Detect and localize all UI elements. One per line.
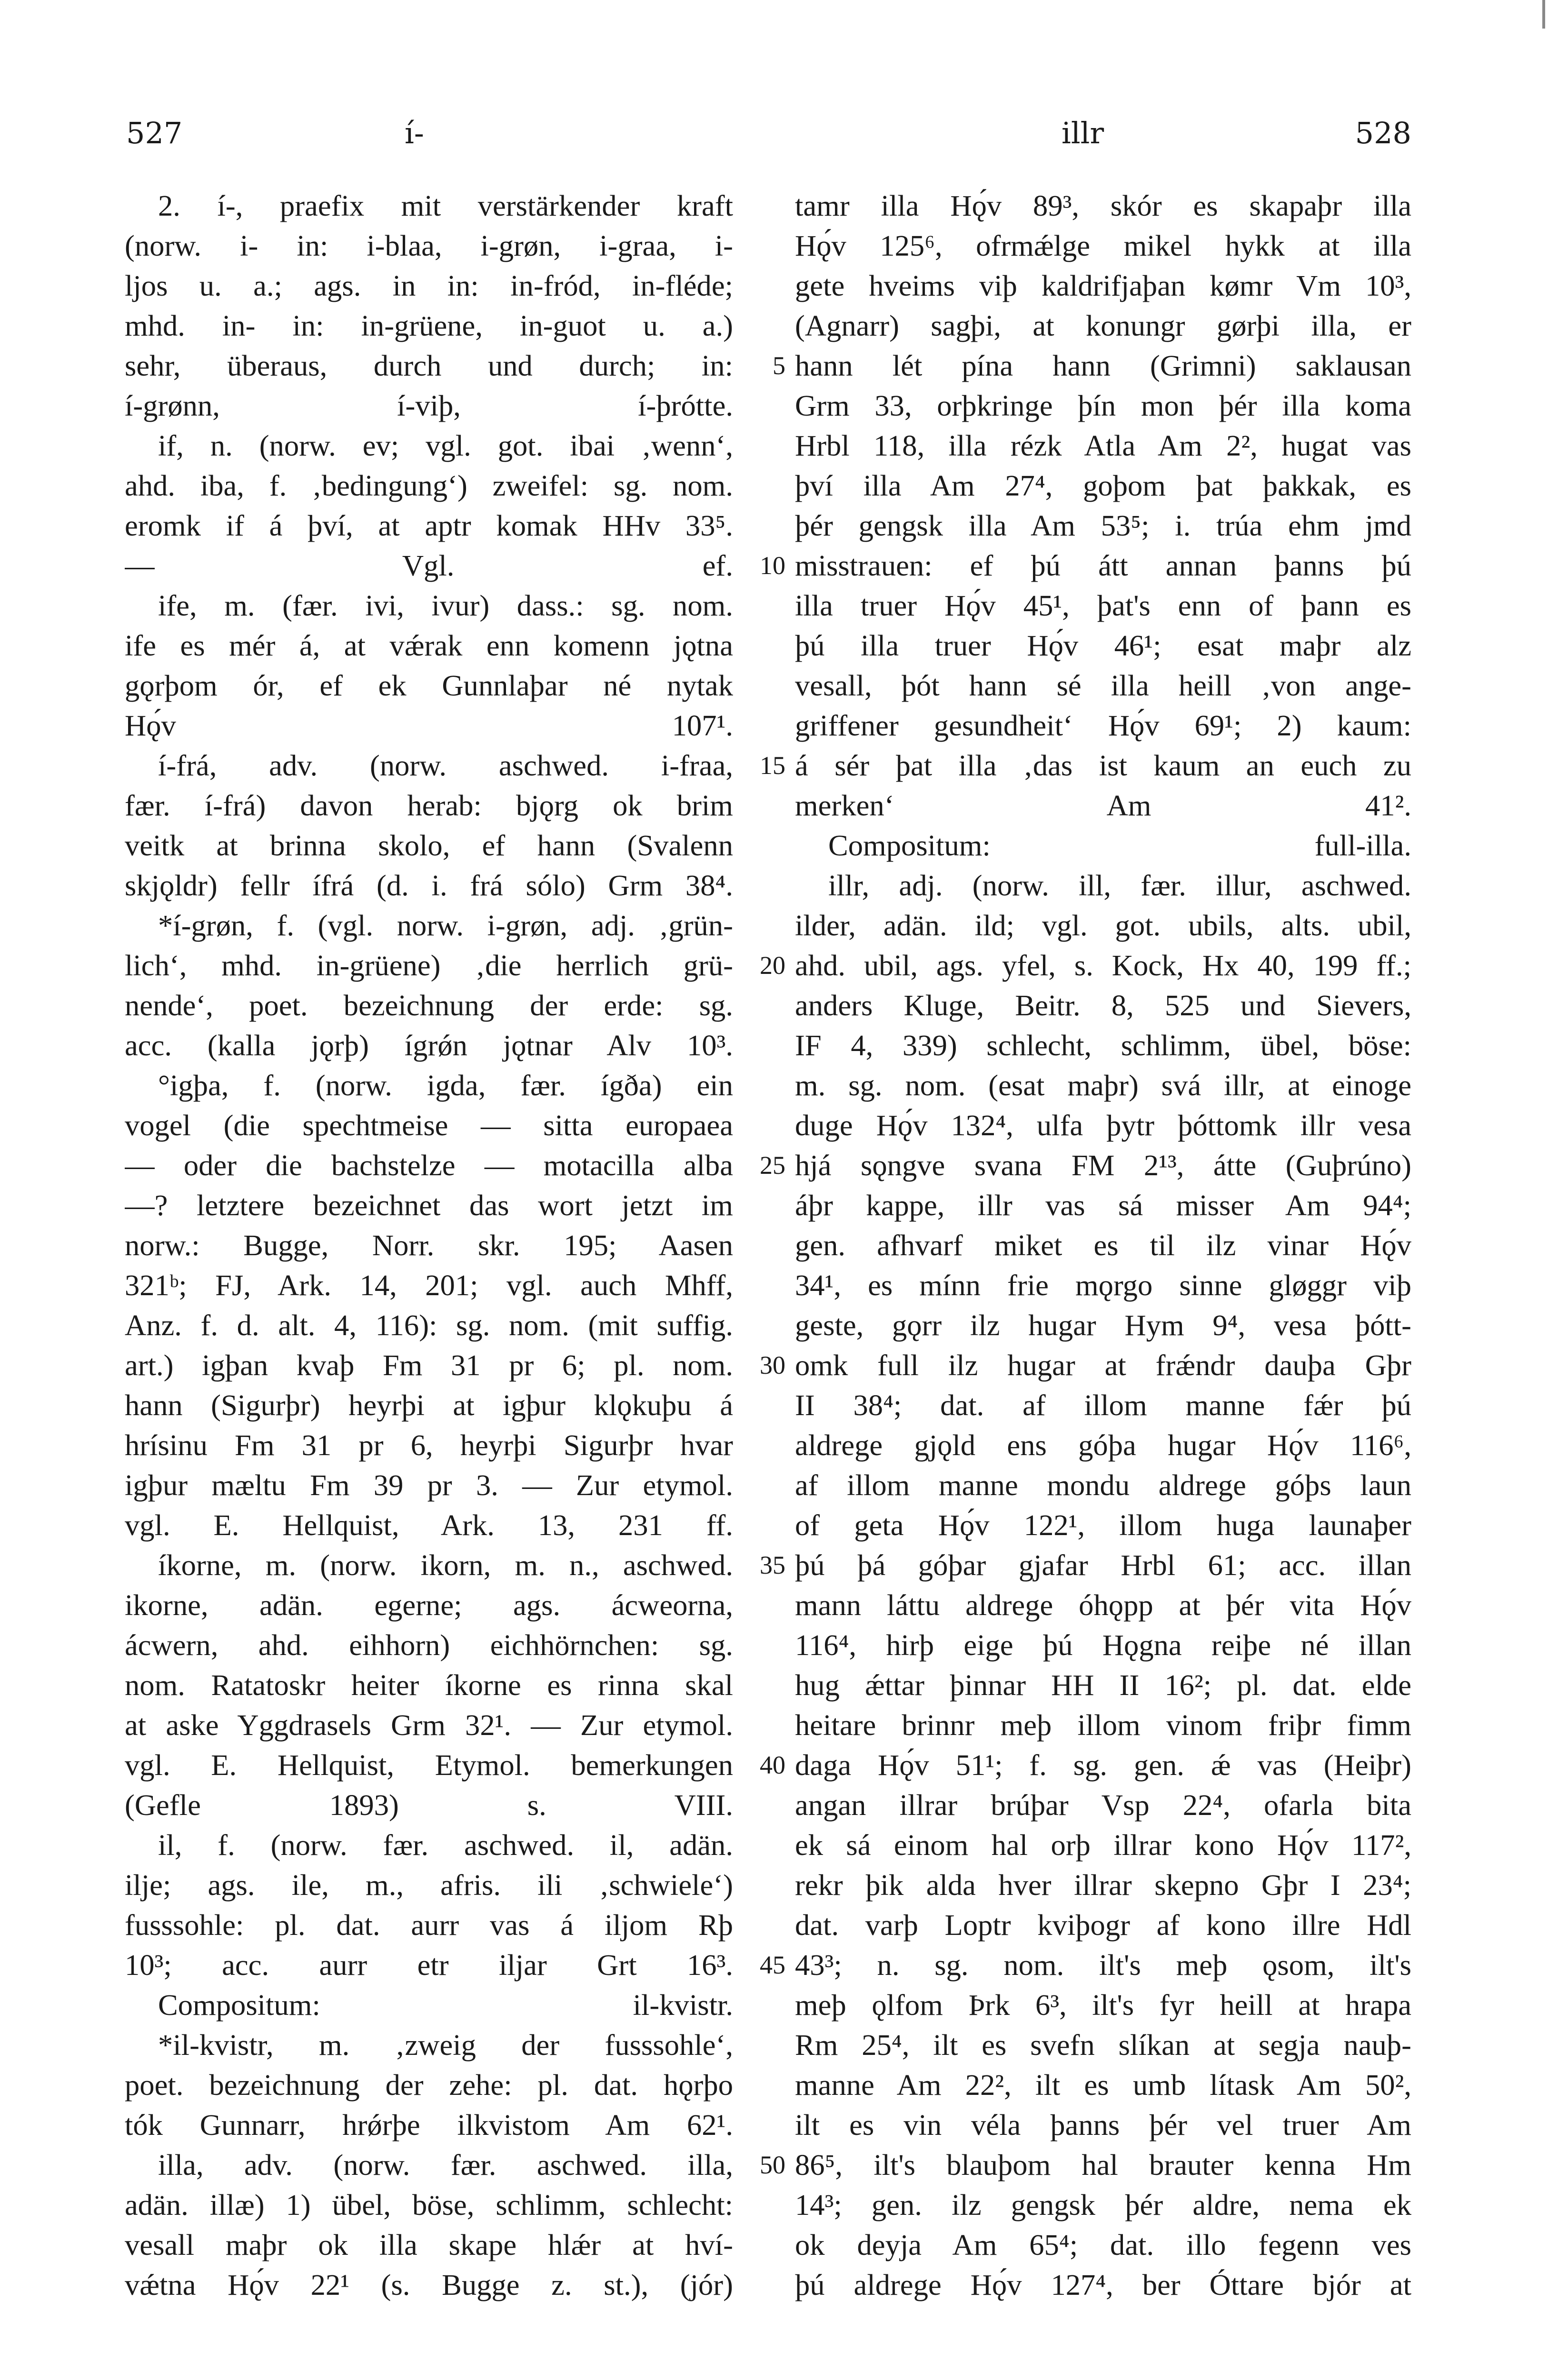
text-line: mhd. in- in: in-grüene, in-guot u. a.) [125,309,733,342]
text-line: misstrauen: ef þú átt annan þanns þú [795,549,1411,582]
text-line: —? letztere bezeichnet das wort jetzt im [125,1189,733,1222]
line-number: 15 [760,751,785,780]
text-line: rekr þik alda hver illrar skepno Gþr I 23⁴; [795,1868,1411,1902]
text-line: hann lét pína hann (Grimni) saklausan [795,349,1411,382]
text-line: (Gefle 1893) s. VIII. [125,1788,733,1822]
text-line: — oder die bachstelze — motacilla alba [125,1149,733,1182]
line-number: 30 [760,1351,785,1379]
text-line: þú aldrege Hǫ́v 127⁴, ber Óttare bjór at [795,2268,1411,2301]
text-line: (Agnarr) sagþi, at konungr gørþi illa, er [795,309,1411,342]
text-line: 116⁴, hirþ eige þú Hǫgna reiþe né illan [795,1628,1411,1662]
text-line: Compositum: full-illa. [828,829,1411,862]
text-line: duge Hǫ́v 132⁴, ulfa þytr þóttomk illr vesa [795,1109,1411,1142]
text-line: anders Kluge, Beitr. 8, 525 und Sievers, [795,989,1411,1022]
text-line: í-grønn, í-viþ, í-þrótte. [125,389,733,422]
text-line: (norw. i- in: i-blaa, i-grøn, i-graa, i- [125,229,733,262]
line-number: 50 [760,2151,785,2179]
text-line: 2. í-, praefix mit verstärkender kraft [158,189,733,222]
text-line: ljos u. a.; ags. in in: in-fród, in-fléde; [125,269,733,302]
page-number-right: 528 [1355,116,1411,150]
text-line: íkorne, m. (norw. ikorn, m. n., aschwed. [158,1548,733,1582]
text-line: heitare brinnr meþ illom vinom friþr fimm [795,1708,1411,1742]
text-line: Compositum: il-kvistr. [158,1988,733,2022]
text-line: því illa Am 27⁴, goþom þat þakkak, es [795,469,1411,502]
text-line: tamr illa Hǫ́v 89³, skór es skapaþr illa [795,189,1411,222]
text-line: 321ᵇ; FJ, Ark. 14, 201; vgl. auch Mhff, [125,1269,733,1302]
text-line: ilje; ags. ile, m., afris. ili ‚schwiele‘) [125,1868,733,1902]
text-line: eromk if á því, at aptr komak HHv 33⁵. [125,509,733,542]
text-line: ilt es vin véla þanns þér vel truer Am [795,2108,1411,2142]
text-line: 34¹, es mínn frie mǫrgo sinne gløggr viþ [795,1269,1411,1302]
text-line: ok deyja Am 65⁴; dat. illo fegenn ves [795,2228,1411,2261]
text-line: at aske Yggdrasels Grm 32¹. — Zur etymol. [125,1708,733,1742]
text-line: þú illa truer Hǫ́v 46¹; esat maþr alz [795,629,1411,662]
text-line: ife, m. (fær. ivi, ivur) dass.: sg. nom. [158,589,733,622]
text-line: igþur mæltu Fm 39 pr 3. — Zur etymol. [125,1468,733,1502]
text-line: Grm 33, orþkringe þín mon þér illa koma [795,389,1411,422]
text-line: griffener gesundheit‘ Hǫ́v 69¹; 2) kaum: [795,709,1411,742]
text-line: Anz. f. d. alt. 4, 116): sg. nom. (mit suffig. [125,1309,733,1342]
text-line: áþr kappe, illr vas sá misser Am 94⁴; [795,1189,1411,1222]
text-line: *í-grøn, f. (vgl. norw. i-grøn, adj. ‚grün- [158,909,733,942]
text-line: hrísinu Fm 31 pr 6, heyrþi Sigurþr hvar [125,1428,733,1462]
text-line: tók Gunnarr, hrǿrþe ilkvistom Am 62¹. [125,2108,733,2142]
line-number: 25 [760,1151,785,1180]
text-line: fusssohle: pl. dat. aurr vas á iljom Rþ [125,1908,733,1942]
text-line: vesall, þót hann sé illa heill ‚von ange- [795,669,1411,702]
text-line: omk full ilz hugar at frǽndr dauþa Gþr [795,1349,1411,1382]
text-line: 14³; gen. ilz gengsk þér aldre, nema ek [795,2188,1411,2221]
text-line: dat. varþ Loptr kviþogr af kono illre Hdl [795,1908,1411,1942]
text-line: sehr, überaus, durch und durch; in: [125,349,733,382]
text-line: norw.: Bugge, Norr. skr. 195; Aasen [125,1229,733,1262]
text-line: aldrege gjǫld ens góþa hugar Hǫ́v 116⁶, [795,1428,1411,1462]
text-line: vogel (die spechtmeise — sitta europaea [125,1109,733,1142]
text-line: angan illrar brúþar Vsp 22⁴, ofarla bita [795,1788,1411,1822]
text-line: ife es mér á, at vǽrak enn komenn jǫtna [125,629,733,662]
text-line: acc. (kalla jǫrþ) ígrǿn jǫtnar Alv 10³. [125,1029,733,1062]
text-line: meþ ǫlfom Þrk 6³, ilt's fyr heill at hrapa [795,1988,1411,2022]
text-line: ilder, adän. ild; vgl. got. ubils, alts. ubil, [795,909,1411,942]
text-line: ek sá einom hal orþ illrar kono Hǫ́v 117², [795,1828,1411,1862]
text-line: 10³; acc. aurr etr iljar Grt 16³. [125,1948,733,1982]
running-head-left: í- [405,116,424,150]
text-line: vgl. E. Hellquist, Ark. 13, 231 ff. [125,1508,733,1542]
text-line: ahd. ubil, ags. yfel, s. Kock, Hx 40, 199 ff.; [795,949,1411,982]
text-line: of geta Hǫ́v 122¹, illom huga launaþer [795,1508,1411,1542]
text-line: hug ǽttar þinnar HH II 16²; pl. dat. elde [795,1668,1411,1702]
text-line: — Vgl. ef. [125,549,733,582]
text-line: veitk at brinna skolo, ef hann (Svalenn [125,829,733,862]
text-line: manne Am 22², ilt es umb lítask Am 50², [795,2068,1411,2102]
text-line: Rm 25⁴, ilt es svefn slíkan at segja nauþ- [795,2028,1411,2062]
page-number-left: 527 [126,116,183,150]
running-head-right: illr [1062,116,1104,150]
text-line: illr, adj. (norw. ill, fær. illur, aschwed. [828,869,1411,902]
text-line: hjá sǫngve svana FM 2¹³, átte (Guþrúno) [795,1149,1411,1182]
text-line: mann láttu aldrege óhǫpp at þér vita Hǫ́v [795,1588,1411,1622]
text-line: vesall maþr ok illa skape hlǽr at hví- [125,2228,733,2261]
text-line: gen. afhvarf miket es til ilz vinar Hǫ́v [795,1229,1411,1262]
text-line: geste, gǫrr ilz hugar Hym 9⁴, vesa þótt- [795,1309,1411,1342]
text-line: il, f. (norw. fær. aschwed. il, adän. [158,1828,733,1862]
text-line: poet. bezeichnung der zehe: pl. dat. hǫrþo [125,2068,733,2102]
text-line: gǫrþom ór, ef ek Gunnlaþar né nytak [125,669,733,702]
text-line: II 38⁴; dat. af illom manne fǽr þú [795,1388,1411,1422]
text-line: daga Hǫ́v 51¹; f. sg. gen. ǽ vas (Heiþr) [795,1748,1411,1782]
text-line: Hrbl 118, illa rézk Atla Am 2², hugat vas [795,429,1411,462]
text-line: lich‘, mhd. in-grüene) ‚die herrlich grü- [125,949,733,982]
text-line: skjǫldr) fellr ífrá (d. i. frá sólo) Grm 38⁴. [125,869,733,902]
text-line: 43³; n. sg. nom. ilt's meþ ǫsom, ilt's [795,1948,1411,1982]
dictionary-column-left [125,186,733,2380]
text-line: vǽtna Hǫ́v 22¹ (s. Bugge z. st.), (jór) [125,2268,733,2301]
text-line: IF 4, 339) schlecht, schlimm, übel, böse: [795,1029,1411,1062]
dictionary-column-right [795,186,1411,2380]
text-line: hann (Sigurþr) heyrþi at igþur klǫkuþu á [125,1388,733,1422]
line-number: 5 [773,351,785,380]
text-line: illa, adv. (norw. fær. aschwed. illa, [158,2148,733,2182]
line-number: 20 [760,951,785,980]
text-line: illa truer Hǫ́v 45¹, þat's enn of þann es [795,589,1411,622]
text-line: 86⁵, ilt's blauþom hal brauter kenna Hm [795,2148,1411,2182]
text-line: adän. illæ) 1) übel, böse, schlimm, schlecht: [125,2188,733,2221]
text-line: þér gengsk illa Am 53⁵; i. trúa ehm jmd [795,509,1411,542]
text-line: vgl. E. Hellquist, Etymol. bemerkungen [125,1748,733,1782]
text-line: á sér þat illa ‚das ist kaum an euch zu [795,749,1411,782]
text-line: *il-kvistr, m. ‚zweig der fusssohle‘, [158,2028,733,2062]
text-line: þú þá góþar gjafar Hrbl 61; acc. illan [795,1548,1411,1582]
text-line: °igþa, f. (norw. igda, fær. ígða) ein [158,1069,733,1102]
text-line: fær. í-frá) davon herab: bjǫrg ok brim [125,789,733,822]
line-number: 10 [760,551,785,580]
text-line: í-frá, adv. (norw. aschwed. i-fraa, [158,749,733,782]
text-line: ahd. iba, f. ‚bedingung‘) zweifel: sg. nom. [125,469,733,502]
line-number: 40 [760,1751,785,1779]
text-line: ikorne, adän. egerne; ags. ácweorna, [125,1588,733,1622]
text-line: nende‘, poet. bezeichnung der erde: sg. [125,989,733,1022]
text-line: gete hveims viþ kaldrifjaþan kømr Vm 10³, [795,269,1411,302]
page-header [126,109,1411,157]
line-number-gutter [744,186,785,2380]
text-line: nom. Ratatoskr heiter íkorne es rinna skal [125,1668,733,1702]
text-line: art.) igþan kvaþ Fm 31 pr 6; pl. nom. [125,1349,733,1382]
text-line: ácwern, ahd. eihhorn) eichhörnchen: sg. [125,1628,733,1662]
text-line: m. sg. nom. (esat maþr) svá illr, at einoge [795,1069,1411,1102]
scan-edge-mark [1542,0,1545,29]
line-number: 35 [760,1551,785,1579]
text-line: if, n. (norw. ev; vgl. got. ibai ‚wenn‘, [158,429,733,462]
text-line: af illom manne mondu aldrege góþs laun [795,1468,1411,1502]
text-line: Hǫ́v 107¹. [125,709,733,742]
text-line: merken‘ Am 41². [795,789,1411,822]
text-line: Hǫ́v 125⁶, ofrmǽlge mikel hykk at illa [795,229,1411,262]
line-number: 45 [760,1951,785,1979]
